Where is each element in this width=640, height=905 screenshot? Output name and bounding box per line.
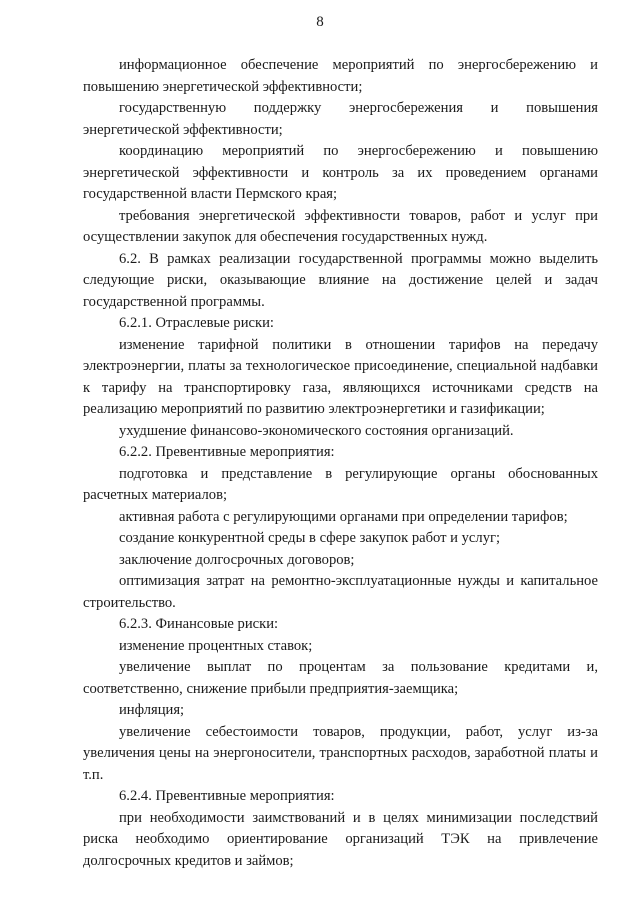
paragraph: координацию мероприятий по энергосбережению и повышению энергетической эффективности и контроль за их проведением органами государственной власти Пермского края;: [83, 143, 598, 202]
paragraph: изменение тарифной политики в отношении тарифов на передачу электроэнергии, платы за технологическое присоединение, специальной надбавки к тарифу на транспортировку газа, являющихся источниками средств на реализацию мероприятий по развитию электроэнергетики и газификации;: [83, 336, 598, 417]
paragraph: подготовка и представление в регулирующие органы обоснованных расчетных материалов;: [83, 465, 598, 503]
paragraph: 6.2. В рамках реализации государственной программы можно выделить следующие риски, оказывающие влияние на достижение целей и задач государственной программы.: [83, 250, 598, 310]
section-heading: 6.2.3. Финансовые риски:: [119, 616, 279, 632]
paragraph: заключение долгосрочных договоров;: [119, 551, 355, 568]
paragraph: увеличение себестоимости товаров, продукции, работ, услуг из-за увеличения цены на энергоносители, транспортных расходов, заработной платы и т.п.: [83, 723, 598, 783]
paragraph: создание конкурентной среды в сфере закупок работ и услуг;: [119, 530, 501, 546]
paragraph: ухудшение финансово-экономического состояния организаций.: [119, 422, 514, 439]
paragraph: при необходимости заимствований и в целях минимизации последствий риска необходимо ориентирование организаций ТЭК на привлечение долгосрочных кредитов и займов;: [83, 809, 598, 869]
document-body: [83, 55, 598, 872]
paragraph: инфляция;: [119, 702, 185, 718]
paragraph: увеличение выплат по процентам за пользование кредитами и, соответственно, снижение прибыли предприятия-заемщика;: [83, 659, 598, 697]
section-heading: 6.2.2. Превентивные мероприятия:: [119, 444, 335, 460]
section-heading: 6.2.4. Превентивные мероприятия:: [119, 788, 335, 804]
page-number: 8: [316, 14, 324, 30]
paragraph: информационное обеспечение мероприятий по энергосбережению и повышению энергетической эффективности;: [83, 57, 598, 95]
paragraph: требования энергетической эффективности товаров, работ и услуг при осуществлении закупок для обеспечения государственных нужд.: [83, 207, 598, 245]
section-heading: 6.2.1. Отраслевые риски:: [119, 315, 274, 331]
paragraph: активная работа с регулирующими органами при определении тарифов;: [119, 508, 568, 525]
paragraph: оптимизация затрат на ремонтно-эксплуатационные нужды и капитальное строительство.: [83, 573, 598, 611]
paragraph: изменение процентных ставок;: [119, 637, 313, 654]
paragraph: государственную поддержку энергосбережения и повышения энергетической эффективности;: [83, 100, 598, 138]
